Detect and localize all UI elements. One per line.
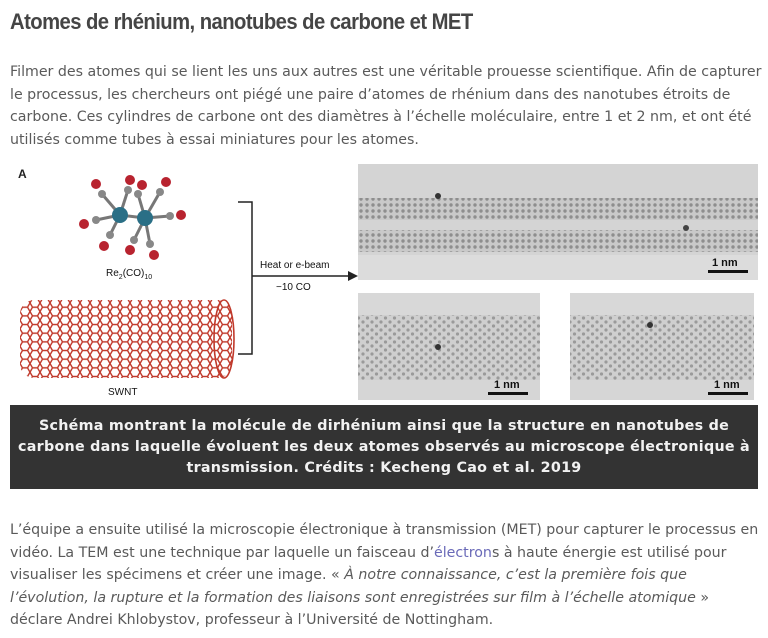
arrow-label-top: Heat or e-beam [260, 260, 330, 271]
arrow-label-bottom: −10 CO [276, 282, 311, 293]
figure [10, 160, 758, 405]
figure-caption: Schéma montrant la molécule de dirhénium ainsi que la structure en nanotubes de carbone dans laquelle évoluent les deux atomes observés au microscope électronique à transmission. Crédits : Kecheng Cao et al. 2019 [10, 405, 758, 489]
reaction-arrow [238, 202, 358, 354]
article-heading: Atomes de rhénium, nanotubes de carbone et MET [10, 9, 473, 34]
outro-text-3: » déclare Andrei Khlobystov, professeur à l’Université de Nottingham. [10, 589, 710, 628]
scale-bar-bottom-right: 1 nm [714, 379, 740, 391]
outro-paragraph [10, 519, 762, 632]
khlobystov-quote: À notre connaissance, c’est la première fois que l’évolution, la rupture et la formation des liaisons sont enregistrées sur film à l’échelle atomique [10, 567, 696, 606]
nanotube-diagram [20, 300, 234, 378]
scale-bar-bottom-left: 1 nm [494, 379, 520, 391]
molecule-label: $Re_2(CO)_{10}$ [106, 268, 153, 281]
outro-text-1: L’équipe a ensuite utilisé la microscopie électronique à transmission (MET) pour capturer le processus en vidéo. La TEM est une technique par laquelle un faisceau d’ [10, 522, 759, 561]
figure-image [10, 160, 758, 405]
panel-label: A [18, 167, 27, 181]
tem-image-top [358, 164, 758, 280]
molecule-diagram [79, 175, 186, 260]
nanotube-label: SWNT [108, 387, 138, 398]
electron-link[interactable]: électron [433, 544, 492, 561]
intro-paragraph: Filmer des atomes qui se lient les uns aux autres est une véritable prouesse scientifique. Afin de capturer le processus, les chercheurs ont piégé une paire d’atomes de rhénium dans des nanotubes étroits de carbone. Ces cylindres de carbone ont des diamètres à l’échelle moléculaire, entre 1 et 2 nm, et ont été utilisés comme tubes à essai miniatures pour les atomes. [10, 64, 762, 148]
scale-bar-top: 1 nm [712, 257, 738, 269]
outro-text-2: s à haute énergie est utilisé pour visualiser les spécimens et créer une image. « [10, 544, 727, 583]
